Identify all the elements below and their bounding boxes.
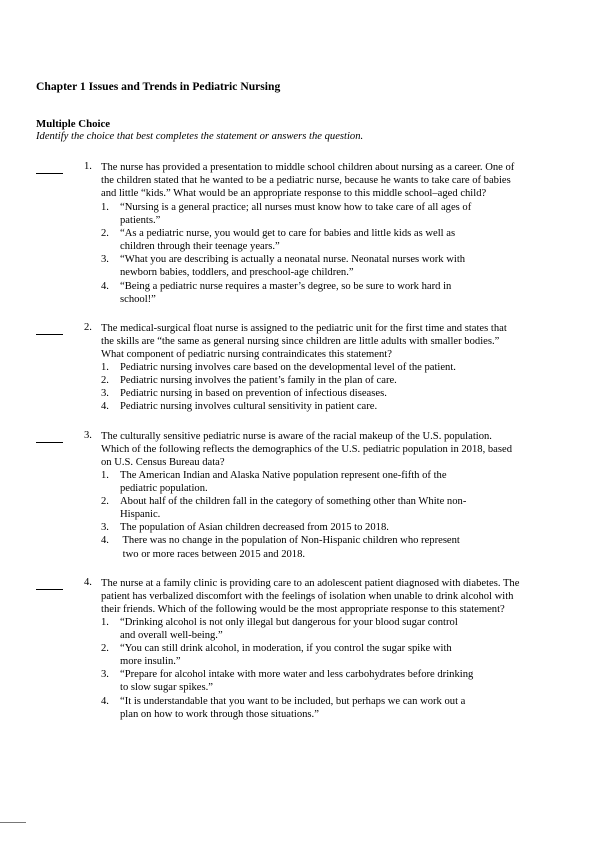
answer-option-1[interactable] (101, 616, 571, 642)
option-text-line: pediatric population. (120, 483, 208, 495)
question-stem-line: The nurse has provided a presentation to middle school children about nursing as a career. One of (101, 162, 515, 173)
question-stem-line: What component of pediatric nursing contraindicates this statement? (101, 349, 392, 361)
option-text-line: children through their teenage years.” (120, 241, 280, 253)
option-text-line: more insulin.” (120, 656, 181, 668)
question-stem-line: patient has verbalized discomfort with the feelings of isolation when unable to drink alcohol with (101, 591, 514, 603)
answer-blank[interactable] (36, 173, 63, 174)
option-text-line: Pediatric nursing in based on prevention of infectious diseases. (120, 388, 387, 400)
instructions: Identify the choice that best completes the statement or answers the question. (36, 131, 364, 142)
answer-option-2[interactable] (101, 642, 571, 668)
footer-rule (0, 822, 26, 823)
answer-options (101, 361, 571, 413)
question-stem-line: the children stated that he wanted to be a pediatric nurse, because he wants to take care of babies (101, 175, 511, 187)
question-number: 4. (84, 577, 92, 588)
question-number: 3. (84, 430, 92, 441)
answer-options (101, 616, 571, 721)
answer-option-3[interactable] (101, 668, 571, 694)
answer-blank[interactable] (36, 442, 63, 443)
question-stem (101, 322, 581, 361)
answer-option-2[interactable] (101, 374, 571, 387)
option-number: 4. (101, 535, 109, 547)
option-text-line: Hispanic. (120, 509, 161, 521)
question-number: 2. (84, 322, 92, 333)
answer-option-2[interactable] (101, 227, 571, 253)
option-text-line: About half of the children fall in the category of something other than White non- (120, 496, 467, 508)
option-text-line: “You can still drink alcohol, in moderation, if you control the sugar spike with (120, 643, 452, 655)
option-number: 1. (101, 470, 109, 481)
option-text-line: two or more races between 2015 and 2018. (120, 548, 306, 560)
option-text-line: “What you are describing is actually a neonatal nurse. Neonatal nurses work with (120, 254, 466, 266)
option-text-line: plan on how to work through those situations.” (120, 708, 319, 720)
option-number: 4. (101, 280, 109, 292)
answer-blank[interactable] (36, 589, 63, 590)
answer-options (101, 201, 571, 306)
option-text-line: “It is understandable that you want to be included, but perhaps we can work out a (120, 695, 466, 707)
option-text-line: school!” (120, 293, 156, 305)
option-number: 2. (101, 375, 109, 387)
answer-option-3[interactable] (101, 521, 571, 534)
option-number: 3. (101, 669, 109, 681)
option-text-line: “Prepare for alcohol intake with more water and less carbohydrates before drinking (120, 669, 474, 681)
question-stem (101, 161, 581, 200)
question-stem-line: the skills are “the same as general nursing since children are little adults with smaller bodies.” (101, 336, 500, 348)
answer-option-4[interactable] (101, 534, 571, 560)
answer-option-2[interactable] (101, 495, 571, 521)
question-stem (101, 577, 581, 616)
answer-option-1[interactable] (101, 469, 571, 495)
option-text-line: “Nursing is a general practice; all nurses must know how to take care of all ages of (120, 202, 472, 213)
answer-option-3[interactable] (101, 253, 571, 279)
question-number: 1. (84, 161, 92, 172)
option-number: 3. (101, 388, 109, 400)
option-number: 2. (101, 228, 109, 240)
question-stem-line: Which of the following reflects the demographics of the U.S. pediatric population in 2018, based (101, 444, 512, 456)
question-stem-line: The culturally sensitive pediatric nurse is aware of the racial makeup of the U.S. population. (101, 431, 492, 442)
question-stem-line: The medical-surgical float nurse is assigned to the pediatric unit for the first time and states that (101, 323, 507, 334)
question-stem-line: on U.S. Census Bureau data? (101, 457, 225, 469)
option-number: 2. (101, 643, 109, 655)
option-text-line: There was no change in the population of Non-Hispanic children who represent (120, 535, 460, 547)
answer-options (101, 469, 571, 561)
option-number: 3. (101, 522, 109, 534)
answer-option-4[interactable] (101, 695, 571, 721)
answer-option-4[interactable] (101, 400, 571, 413)
option-text-line: “Being a pediatric nurse requires a master’s degree, so be sure to work hard in (120, 280, 452, 292)
question-stem-line: The nurse at a family clinic is providing care to an adolescent patient diagnosed with diabetes. The (101, 578, 520, 589)
chapter-title: Chapter 1 Issues and Trends in Pediatric Nursing (36, 80, 281, 93)
answer-option-1[interactable] (101, 201, 571, 227)
answer-option-4[interactable] (101, 280, 571, 306)
option-text-line: to slow sugar spikes.” (120, 682, 213, 694)
option-text-line: “As a pediatric nurse, you would get to care for babies and little kids as well as (120, 228, 456, 240)
option-text-line: The population of Asian children decreased from 2015 to 2018. (120, 522, 389, 534)
option-number: 1. (101, 617, 109, 628)
section-heading: Multiple Choice (36, 118, 111, 130)
question-stem-line: their friends. Which of the following would be the most appropriate response to this statement? (101, 604, 505, 616)
option-number: 2. (101, 496, 109, 508)
option-text-line: Pediatric nursing involves the patient’s family in the plan of care. (120, 375, 397, 387)
option-text-line: “Drinking alcohol is not only illegal but dangerous for your blood sugar control (120, 617, 458, 628)
answer-blank[interactable] (36, 334, 63, 335)
option-text-line: and overall well-being.” (120, 630, 223, 642)
answer-option-1[interactable] (101, 361, 571, 374)
option-text-line: patients.” (120, 215, 161, 227)
option-number: 1. (101, 202, 109, 213)
option-text-line: Pediatric nursing involves care based on the developmental level of the patient. (120, 362, 456, 373)
option-text-line: Pediatric nursing involves cultural sensitivity in patient care. (120, 401, 378, 413)
option-number: 4. (101, 401, 109, 413)
option-number: 1. (101, 362, 109, 373)
option-number: 4. (101, 695, 109, 707)
option-number: 3. (101, 254, 109, 266)
answer-option-3[interactable] (101, 387, 571, 400)
option-text-line: The American Indian and Alaska Native population represent one-fifth of the (120, 470, 447, 481)
option-text-line: newborn babies, toddlers, and preschool-age children.” (120, 267, 354, 279)
question-stem (101, 430, 581, 469)
question-stem-line: and little “kids.” What would be an appropriate response to this middle school–aged child? (101, 188, 487, 200)
